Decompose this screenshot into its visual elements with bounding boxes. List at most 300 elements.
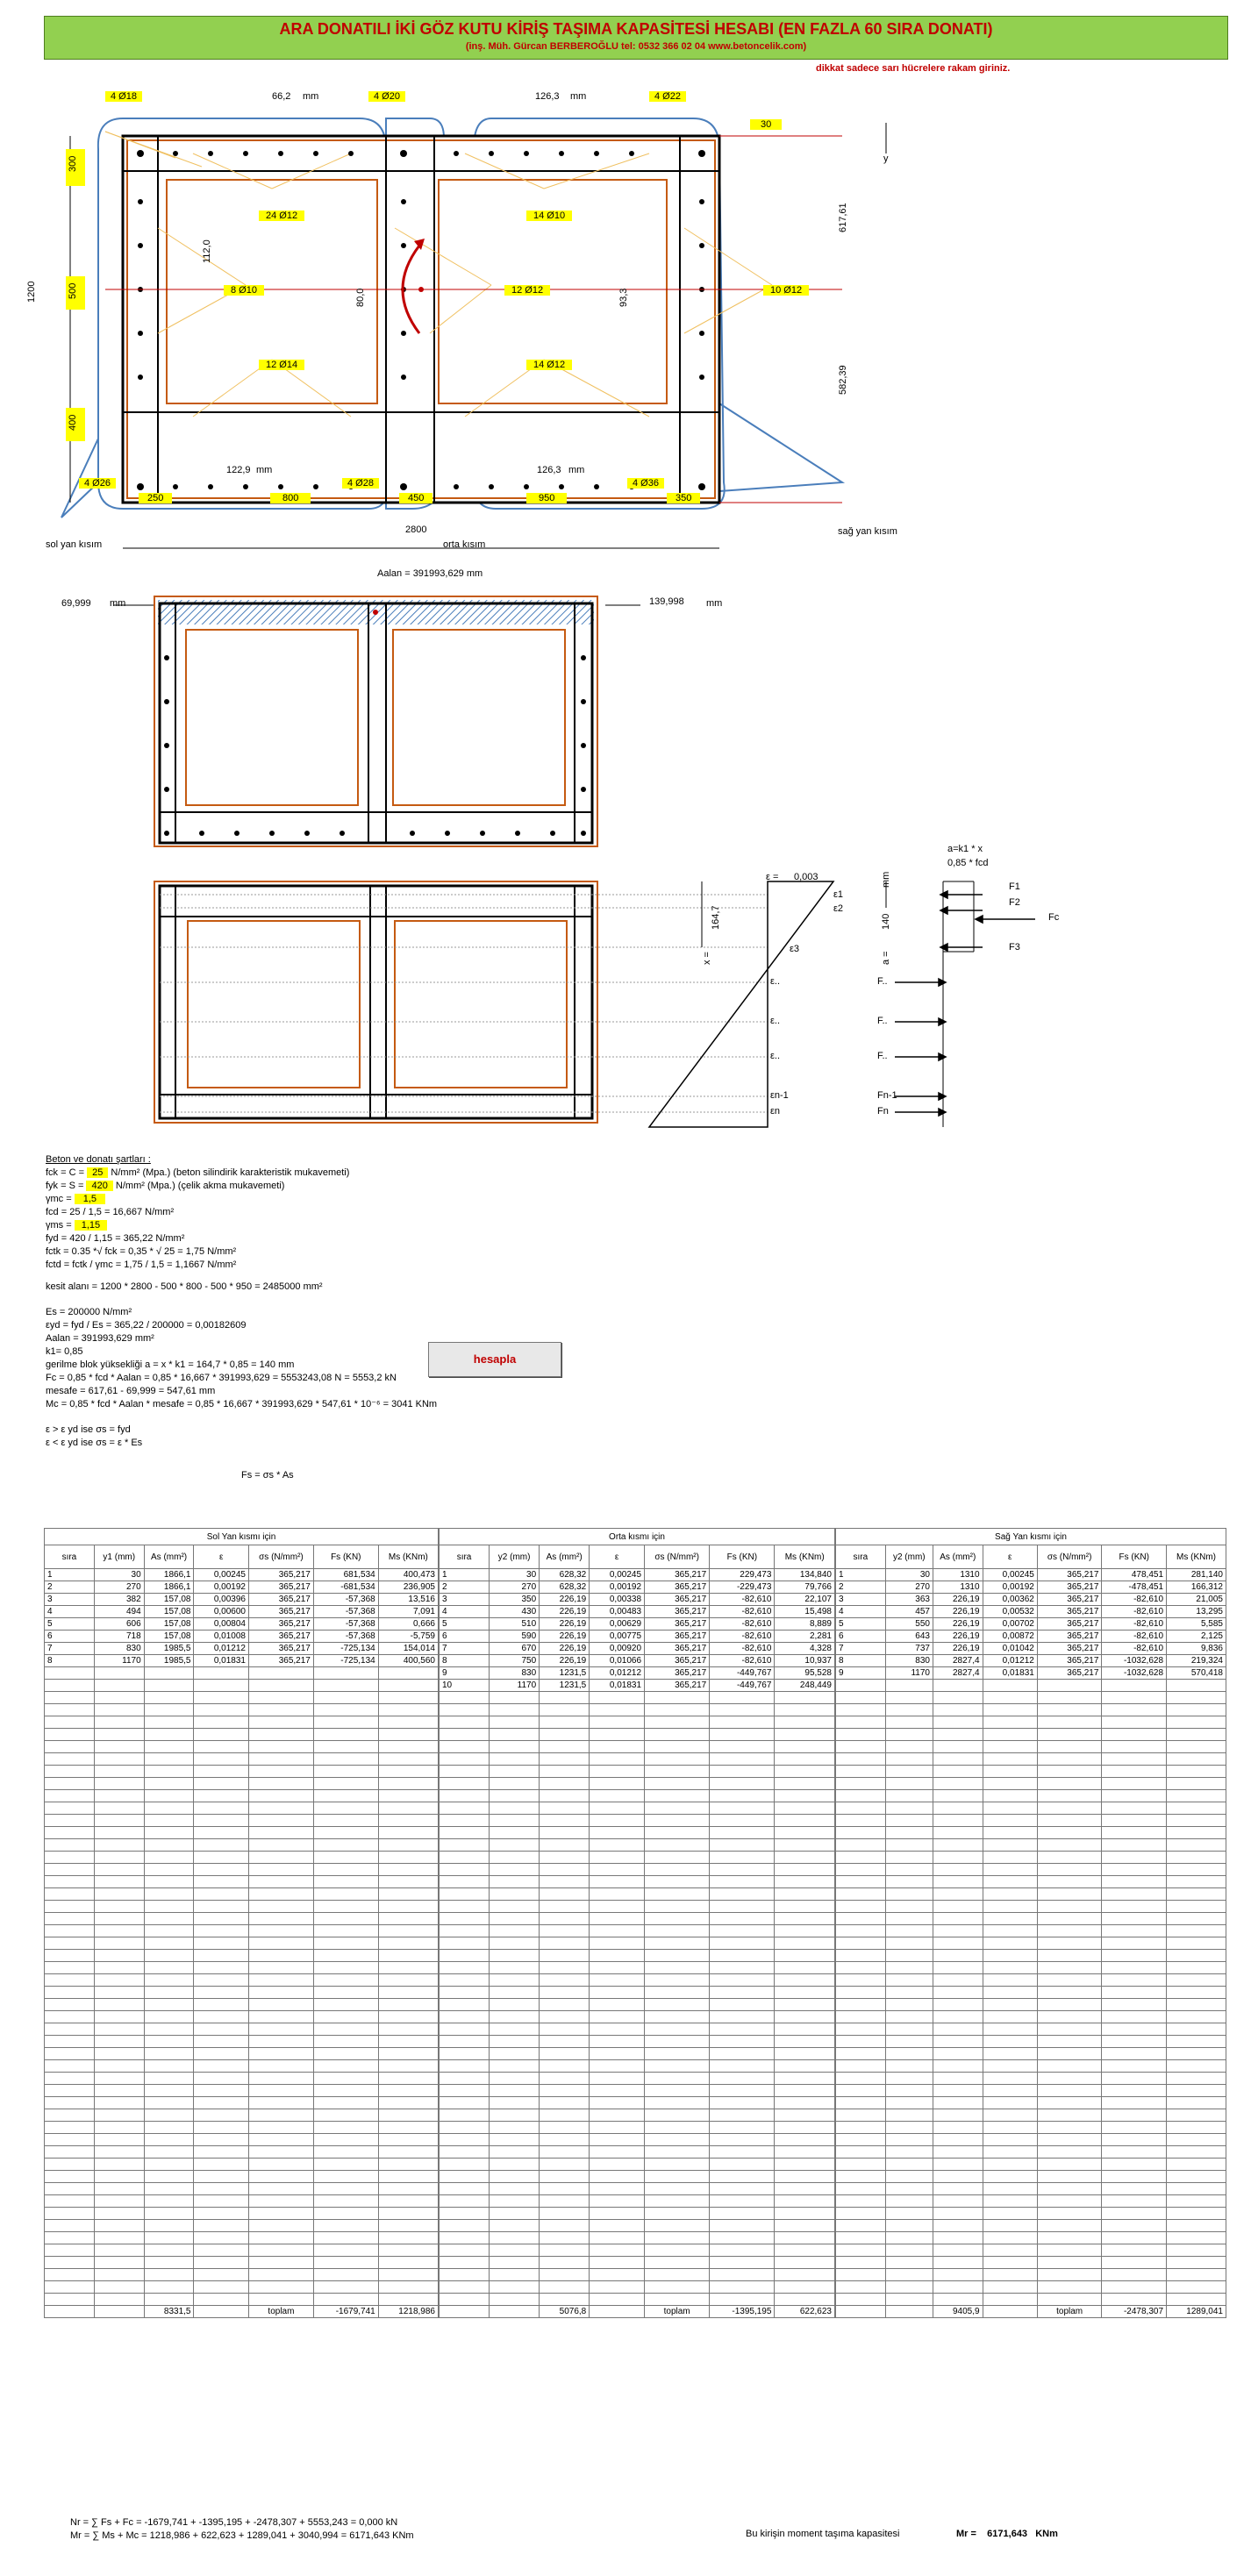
title-banner xyxy=(44,16,1228,60)
table-cell xyxy=(490,1974,540,1987)
table-cell: 219,324 xyxy=(1167,1655,1226,1667)
table-cell xyxy=(1037,2146,1102,2159)
table-cell: 6 xyxy=(440,1631,490,1643)
table-cell xyxy=(983,2036,1037,2048)
table-cell: -82,610 xyxy=(710,1594,775,1606)
table-row xyxy=(45,1901,439,1913)
table-cell xyxy=(194,2244,249,2257)
table-cell xyxy=(1102,1729,1167,1741)
table-cell xyxy=(885,2195,933,2208)
table-cell xyxy=(45,2146,95,2159)
table-cell xyxy=(249,2134,314,2146)
table-row xyxy=(440,1827,835,1839)
table-cell: 2827,4 xyxy=(933,1655,983,1667)
table-cell xyxy=(45,2208,95,2220)
table-cell xyxy=(645,2011,710,2023)
table-cell xyxy=(933,1876,983,1888)
a-label-text: a = xyxy=(881,951,891,965)
table-row xyxy=(45,2036,439,2048)
table-row xyxy=(440,1606,835,1618)
table-cell xyxy=(45,2232,95,2244)
table-cell xyxy=(194,1815,249,1827)
table-cell xyxy=(194,1753,249,1766)
table-cell xyxy=(490,2281,540,2294)
table-row xyxy=(836,2011,1226,2023)
table-cell xyxy=(645,2159,710,2171)
fyk-input[interactable]: 420 xyxy=(86,1181,112,1191)
table-cell xyxy=(249,1864,314,1876)
table-cell xyxy=(836,1987,886,1999)
compression-diagram xyxy=(0,588,1251,851)
table-cell xyxy=(645,1901,710,1913)
table-cell xyxy=(540,2023,590,2036)
table-cell xyxy=(885,1778,933,1790)
table-row xyxy=(440,2208,835,2220)
table-cell xyxy=(836,2183,886,2195)
table-cell: 0,666 xyxy=(378,1618,438,1631)
table-row xyxy=(440,1655,835,1667)
table-cell xyxy=(775,2208,835,2220)
gmc-input[interactable]: 1,5 xyxy=(75,1194,105,1204)
table-cell xyxy=(1167,2073,1226,2085)
table-cell xyxy=(45,2060,95,2073)
table-cell xyxy=(775,1716,835,1729)
table-cell xyxy=(983,1864,1037,1876)
table-cell xyxy=(1102,1839,1167,1852)
table-cell xyxy=(885,2269,933,2281)
table-cell xyxy=(775,1974,835,1987)
table-cell xyxy=(249,2023,314,2036)
table-cell: -5,759 xyxy=(378,1631,438,1643)
table-cell xyxy=(490,2085,540,2097)
table-cell xyxy=(1102,1827,1167,1839)
table-cell xyxy=(94,2281,144,2294)
table-cell xyxy=(710,1766,775,1778)
table-row xyxy=(836,2073,1226,2085)
table-cell xyxy=(194,2036,249,2048)
table-cell: -82,610 xyxy=(1102,1594,1167,1606)
table-cell xyxy=(775,2220,835,2232)
table-row xyxy=(45,2232,439,2244)
table-row xyxy=(836,1815,1226,1827)
table-row xyxy=(45,1962,439,1974)
table-cell xyxy=(94,2220,144,2232)
table-cell xyxy=(144,1704,194,1716)
table-cell xyxy=(313,1852,378,1864)
table-cell: 1170 xyxy=(490,1680,540,1692)
table-cell xyxy=(378,1815,438,1827)
fcd-note: 0,85 * fcd xyxy=(947,858,989,868)
table-cell xyxy=(1102,2085,1167,2097)
table-cell xyxy=(645,2220,710,2232)
table-cell xyxy=(144,1937,194,1950)
table-cell xyxy=(645,1864,710,1876)
bar-web-mid[interactable]: 12 Ø12 xyxy=(504,285,550,296)
w950-input[interactable]: 950 xyxy=(526,493,567,503)
table-cell xyxy=(45,1753,95,1766)
table-title: Orta kısmı için xyxy=(440,1529,835,1545)
table-cell xyxy=(94,2269,144,2281)
table-cell xyxy=(645,2134,710,2146)
table-cell xyxy=(1167,1974,1226,1987)
table-cell xyxy=(1102,1753,1167,1766)
table-cell xyxy=(590,1778,645,1790)
table-cell xyxy=(45,2183,95,2195)
calculate-button[interactable]: hesapla xyxy=(428,1342,561,1377)
table-cell xyxy=(983,2073,1037,2085)
table-cell: 154,014 xyxy=(378,1643,438,1655)
table-cell xyxy=(933,1864,983,1876)
table-cell xyxy=(933,2023,983,2036)
table-cell xyxy=(378,1766,438,1778)
table-cell xyxy=(490,1704,540,1716)
table-cell: 10 xyxy=(440,1680,490,1692)
table-cell xyxy=(45,1864,95,1876)
table-cell xyxy=(440,1950,490,1962)
table-cell xyxy=(194,2048,249,2060)
table-cell xyxy=(645,2085,710,2097)
table-cell xyxy=(885,1839,933,1852)
table-cell xyxy=(590,1987,645,1999)
table-cell xyxy=(1167,2220,1226,2232)
table-cell xyxy=(836,1729,886,1741)
table-cell: 1170 xyxy=(94,1655,144,1667)
dim-66-2: 66,2 xyxy=(272,91,291,102)
table-cell xyxy=(194,2183,249,2195)
label-right-part: sağ yan kısım xyxy=(838,526,897,537)
table-cell xyxy=(313,1778,378,1790)
table-cell xyxy=(94,2257,144,2269)
table-cell: -1032,628 xyxy=(1102,1667,1167,1680)
table-cell xyxy=(249,1704,314,1716)
table-cell xyxy=(490,2269,540,2281)
table-cell xyxy=(983,2109,1037,2122)
table-cell: 1985,5 xyxy=(144,1655,194,1667)
table-cell xyxy=(933,2073,983,2085)
table-cell xyxy=(775,1778,835,1790)
table-row xyxy=(836,2134,1226,2146)
fck-input[interactable]: 25 xyxy=(87,1167,108,1178)
table-row xyxy=(836,1839,1226,1852)
table-cell xyxy=(45,2294,95,2306)
table-cell xyxy=(313,2159,378,2171)
bar-bot-left[interactable]: 4 Ø26 xyxy=(79,478,116,489)
table-cell xyxy=(1102,2023,1167,2036)
table-row xyxy=(836,2183,1226,2195)
table-cell xyxy=(540,1999,590,2011)
table-cell xyxy=(378,2208,438,2220)
bar-web-right[interactable]: 10 Ø12 xyxy=(763,285,809,296)
table-row xyxy=(836,2195,1226,2208)
w450-input[interactable]: 450 xyxy=(399,493,432,503)
table-cell xyxy=(1037,2208,1102,2220)
table-cell xyxy=(45,2011,95,2023)
table-cell xyxy=(590,1729,645,1741)
table-cell xyxy=(1167,2183,1226,2195)
table-cell xyxy=(1037,1913,1102,1925)
table-cell xyxy=(144,2085,194,2097)
table-cell xyxy=(645,2023,710,2036)
table-cell xyxy=(983,2208,1037,2220)
table-cell xyxy=(1037,2085,1102,2097)
table-row xyxy=(836,1643,1226,1655)
bar-top-right-web[interactable]: 14 Ø10 xyxy=(526,211,572,221)
table-cell: 6 xyxy=(836,1631,886,1643)
table-cell xyxy=(885,2097,933,2109)
table-cell xyxy=(540,2073,590,2085)
bar-bot-right-web[interactable]: 14 Ø12 xyxy=(526,360,572,370)
bar-top-left[interactable]: 4 Ø18 xyxy=(105,91,142,102)
table-cell xyxy=(933,2159,983,2171)
table-cell xyxy=(144,2244,194,2257)
table-cell xyxy=(775,2257,835,2269)
w800-input[interactable]: 800 xyxy=(270,493,311,503)
table-cell xyxy=(1037,2011,1102,2023)
table-cell xyxy=(1167,1704,1226,1716)
table-cell xyxy=(490,1839,540,1852)
table-row xyxy=(440,1766,835,1778)
table-cell xyxy=(710,2195,775,2208)
table-cell xyxy=(775,2011,835,2023)
table-cell xyxy=(144,2159,194,2171)
table-cell xyxy=(144,1692,194,1704)
table-cell xyxy=(490,2208,540,2220)
dim-617-61-text: 617,61 xyxy=(838,203,848,232)
table-cell xyxy=(590,2048,645,2060)
table-cell xyxy=(144,1729,194,1741)
h300-input[interactable] xyxy=(66,149,85,186)
table-row xyxy=(440,2134,835,2146)
table-row xyxy=(45,2085,439,2097)
table-cell xyxy=(836,1913,886,1925)
table-cell xyxy=(836,1753,886,1766)
table-cell xyxy=(933,2134,983,2146)
table-cell xyxy=(933,1950,983,1962)
table-cell xyxy=(94,1974,144,1987)
table-cell xyxy=(1167,1815,1226,1827)
table-cell xyxy=(144,1913,194,1925)
table-cell xyxy=(885,2183,933,2195)
fs-formula: Fs = σs * As xyxy=(241,1470,294,1481)
table-cell: 1310 xyxy=(933,1569,983,1581)
table-cell xyxy=(45,1778,95,1790)
col-header: Ms (KNm) xyxy=(775,1545,835,1569)
table-cell xyxy=(885,1876,933,1888)
table-cell xyxy=(540,1974,590,1987)
table-row xyxy=(45,1766,439,1778)
table-cell: 79,766 xyxy=(775,1581,835,1594)
table-cell xyxy=(590,2122,645,2134)
table-cell xyxy=(490,1741,540,1753)
table-cell: 628,32 xyxy=(540,1581,590,1594)
table-cell: 400,560 xyxy=(378,1655,438,1667)
table-cell: 4 xyxy=(440,1606,490,1618)
table-cell xyxy=(45,2244,95,2257)
table-cell xyxy=(933,1999,983,2011)
table-cell xyxy=(144,1962,194,1974)
table-row xyxy=(836,2097,1226,2109)
table-cell xyxy=(933,1974,983,1987)
table-cell xyxy=(645,1704,710,1716)
table-cell xyxy=(983,1716,1037,1729)
table-cell: -82,610 xyxy=(710,1631,775,1643)
table-cell xyxy=(194,1974,249,1987)
table-cell xyxy=(490,1729,540,1741)
table-cell xyxy=(836,1876,886,1888)
col-header: σs (N/mm²) xyxy=(1037,1545,1102,1569)
table-row xyxy=(836,1802,1226,1815)
sum-as: 9405,9 xyxy=(933,2306,983,2318)
table-cell xyxy=(194,1778,249,1790)
table-cell xyxy=(490,2294,540,2306)
table-cell xyxy=(1102,1864,1167,1876)
table-cell xyxy=(440,1716,490,1729)
table-cell xyxy=(590,1839,645,1852)
mr-label: Mr = xyxy=(956,2529,976,2539)
a-label xyxy=(881,951,895,975)
table-cell: 365,217 xyxy=(249,1606,314,1618)
table-cell xyxy=(1037,2023,1102,2036)
table-cell xyxy=(1167,2085,1226,2097)
table-cell: 365,217 xyxy=(249,1594,314,1606)
table-cell xyxy=(836,2023,886,2036)
table-cell xyxy=(836,1962,886,1974)
table-cell xyxy=(775,1729,835,1741)
table-cell: 400,473 xyxy=(378,1569,438,1581)
table-cell xyxy=(490,2122,540,2134)
cover-input[interactable]: 30 xyxy=(750,119,782,130)
table-left xyxy=(44,1528,439,2318)
h400-input[interactable] xyxy=(66,408,85,441)
table-cell: 5 xyxy=(836,1618,886,1631)
table-cell xyxy=(590,2011,645,2023)
mr-unit: KNm xyxy=(1035,2529,1058,2539)
table-sum-row xyxy=(440,2306,835,2318)
table-cell xyxy=(590,1741,645,1753)
bar-bot-mid[interactable]: 4 Ø28 xyxy=(342,478,379,489)
table-cell xyxy=(1102,2171,1167,2183)
table-cell xyxy=(194,2232,249,2244)
bar-top-mid[interactable]: 4 Ø20 xyxy=(368,91,405,102)
fctk-line: fctk = 0.35 *√ fck = 0,35 * √ 25 = 1,75 N/mm² xyxy=(46,1246,237,1257)
table-row xyxy=(45,1987,439,1999)
table-cell xyxy=(313,1888,378,1901)
table-cell xyxy=(590,2281,645,2294)
table-cell xyxy=(144,1766,194,1778)
table-row xyxy=(45,2294,439,2306)
table-cell xyxy=(1037,1704,1102,1716)
table-cell xyxy=(1167,1802,1226,1815)
table-cell xyxy=(590,2244,645,2257)
table-cell: -681,534 xyxy=(313,1581,378,1594)
table-cell xyxy=(645,2036,710,2048)
table-cell xyxy=(540,1839,590,1852)
table-cell xyxy=(590,2159,645,2171)
table-cell xyxy=(645,1974,710,1987)
w250-input[interactable]: 250 xyxy=(139,493,172,503)
table-cell xyxy=(94,1876,144,1888)
table-cell xyxy=(94,2146,144,2159)
table-cell xyxy=(378,2281,438,2294)
table-cell: 6 xyxy=(45,1631,95,1643)
table-cell xyxy=(983,1766,1037,1778)
table-cell xyxy=(775,1753,835,1766)
table-cell xyxy=(194,1950,249,1962)
k1-line: k1= 0,85 xyxy=(46,1346,83,1357)
table-cell xyxy=(440,2220,490,2232)
table-cell xyxy=(313,1729,378,1741)
table-cell xyxy=(144,1901,194,1913)
aalan-caption xyxy=(377,568,483,579)
table-cell xyxy=(775,2183,835,2195)
table-cell xyxy=(540,2097,590,2109)
table-row xyxy=(45,2011,439,2023)
table-cell xyxy=(1037,2159,1102,2171)
table-cell xyxy=(1037,1999,1102,2011)
table-cell: -82,610 xyxy=(1102,1618,1167,1631)
table-row xyxy=(45,2023,439,2036)
table-cell xyxy=(45,1913,95,1925)
table-cell: 0,00192 xyxy=(590,1581,645,1594)
table-cell xyxy=(45,1790,95,1802)
bar-top-right[interactable]: 4 Ø22 xyxy=(649,91,686,102)
table-cell: 365,217 xyxy=(1037,1581,1102,1594)
table-cell xyxy=(313,2109,378,2122)
table-cell xyxy=(836,1680,886,1692)
table-cell xyxy=(94,2097,144,2109)
bar-web-left[interactable]: 8 Ø10 xyxy=(224,285,264,296)
table-cell xyxy=(1167,1876,1226,1888)
bar-bot-left-web[interactable]: 12 Ø14 xyxy=(259,360,304,370)
table-row xyxy=(440,2060,835,2073)
table-cell xyxy=(775,1901,835,1913)
table-cell xyxy=(590,1753,645,1766)
table-cell xyxy=(249,1778,314,1790)
table-cell: 8 xyxy=(45,1655,95,1667)
table-cell xyxy=(378,2183,438,2195)
table-cell xyxy=(933,2195,983,2208)
table-cell xyxy=(1167,2159,1226,2171)
bar-bot-right[interactable]: 4 Ø36 xyxy=(627,478,664,489)
table-cell xyxy=(775,2085,835,2097)
table-cell xyxy=(836,1950,886,1962)
table-cell xyxy=(983,2281,1037,2294)
table-cell xyxy=(45,1729,95,1741)
table-cell xyxy=(1037,1692,1102,1704)
table-cell xyxy=(313,2060,378,2073)
table-cell xyxy=(490,1888,540,1901)
h500-input[interactable] xyxy=(66,276,85,310)
table-row xyxy=(440,1950,835,1962)
table-row xyxy=(836,1962,1226,1974)
table-cell xyxy=(836,2097,886,2109)
table-cell xyxy=(313,2073,378,2085)
bar-top-left-web[interactable]: 24 Ø12 xyxy=(259,211,304,221)
table-cell xyxy=(1037,1778,1102,1790)
table-cell xyxy=(144,2146,194,2159)
w350-input[interactable]: 350 xyxy=(667,493,700,503)
table-cell xyxy=(885,2060,933,2073)
table-cell xyxy=(194,1962,249,1974)
table-cell xyxy=(94,1753,144,1766)
table-cell xyxy=(144,1680,194,1692)
input-warning: dikkat sadece sarı hücrelere rakam giriniz. xyxy=(816,63,1011,74)
table-cell xyxy=(144,1950,194,1962)
table-cell xyxy=(440,1839,490,1852)
table-cell xyxy=(590,2023,645,2036)
table-cell xyxy=(249,2109,314,2122)
gms-input[interactable]: 1,15 xyxy=(75,1220,107,1231)
